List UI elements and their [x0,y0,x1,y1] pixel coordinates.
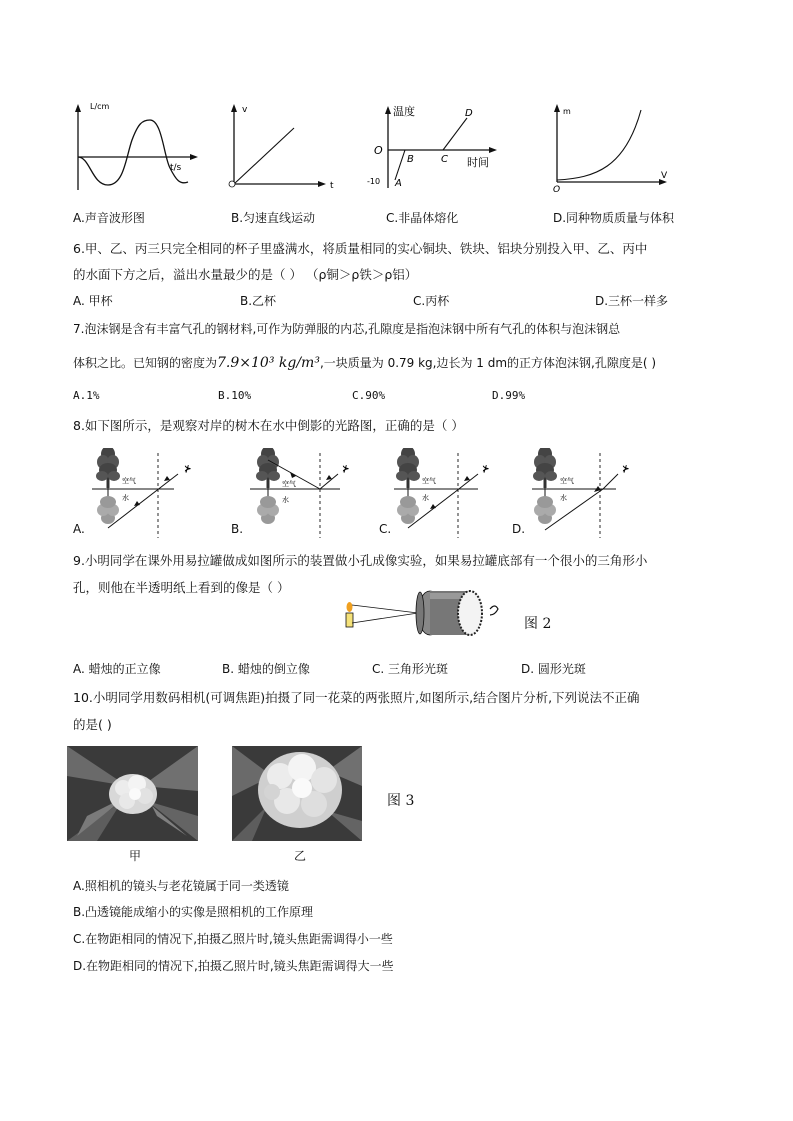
q8-option-c: C. [379,522,392,536]
graph3-xlabel: 时间 [467,156,489,169]
q6-stem-line1: 6.甲、乙、丙三只完全相同的杯子里盛满水，将质量相同的实心铜块、铁块、铝块分别投入甲、乙、丙中 [73,241,648,256]
q5-option-b: B.匀速直线运动 [231,211,316,225]
graph2-xlabel: t [330,181,334,191]
q7-stem-text-a: 体积之比。已知钢的密度为 [73,356,218,370]
q7-stem-line1: 7.泡沫钢是含有丰富气孔的钢材料,可作为防弹服的内芯,孔隙度是指泡沫钢中所有气孔的体积与泡沫钢总 [73,322,621,336]
figure-2-label: 图 2 [524,616,552,632]
q9-option-c: C. 三角形光斑 [372,662,449,676]
graph1-xlabel: t/s [170,163,182,173]
diagram-c-water-label: 水 [422,494,429,502]
q9-option-b: B. 蜡烛的倒立像 [222,662,310,676]
q7-option-a: A.1% [73,389,100,402]
diagram-c-air-label: 空气 [422,477,436,485]
graph2-ylabel: v [242,105,248,115]
q7-stem-text-b: ,一块质量为 0.79 kg,边长为 1 dm的正方体泡沫钢,孔隙度是( ) [319,356,657,370]
q7-density: 7.9×10³ kg/m³ [217,355,320,371]
graph3-minus10: -10 [367,177,381,186]
cauliflower-photo-yi [232,746,362,841]
q6-option-c: C.丙杯 [413,294,450,308]
uniform-motion-graph [222,100,342,195]
q9-option-d: D. 圆形光斑 [521,662,586,676]
svg-text:⊁: ⊁ [622,465,630,475]
diagram-b-air-label: 空气 [282,480,296,488]
photo-caption-yi: 乙 [294,849,307,863]
q7-option-b: B.10% [218,389,252,402]
q8-option-b: B. [231,522,244,536]
sound-waveform-graph [70,100,200,195]
q6-option-a: A. 甲杯 [73,294,113,308]
mass-volume-graph [545,100,675,195]
diagram-a-air-label: 空气 [122,477,136,485]
graph4-origin: O [553,185,561,195]
graph3-point-c: C [441,154,448,165]
graph4-ylabel: m [563,107,571,116]
q10-option-a: A.照相机的镜头与老花镜属于同一类透镜 [73,879,289,893]
graph3-point-d: D [465,108,473,119]
photo-caption-jia: 甲 [129,849,142,863]
q6-option-d: D.三杯一样多 [595,294,669,308]
q7-option-d: D.99% [492,389,526,402]
q5-option-d: D.同种物质质量与体积 [553,211,675,225]
q8-option-d: D. [512,522,526,536]
cauliflower-photo-jia [67,746,198,841]
q9-option-a: A. 蜡烛的正立像 [73,662,161,676]
q8-light-path-diagrams [70,448,750,538]
diagram-d-water-label: 水 [560,494,567,502]
graph3-origin: O [374,144,383,157]
graph4-xlabel: V [661,171,668,181]
q7-stem-line2 [73,354,656,371]
q8-stem: 8.如下图所示，是观察对岸的树木在水中倒影的光路图，正确的是（ ） [73,418,464,433]
q7-option-c: C.90% [352,389,386,402]
q10-option-b: B.凸透镜能成缩小的实像是照相机的工作原理 [73,905,314,919]
diagram-b-water-label: 水 [282,496,289,504]
q8-option-a: A. [73,522,85,536]
graph3-point-b: B [407,154,414,165]
graph1-ylabel: L/cm [90,102,110,111]
amorphous-melting-graph [365,100,505,195]
pinhole-camera-diagram [340,585,520,645]
q5-option-a: A.声音波形图 [73,211,145,225]
q10-stem-line2: 的是( ) [73,717,112,732]
q6-option-b: B.乙杯 [240,294,277,308]
svg-text:⊁: ⊁ [342,465,350,475]
svg-text:⊁: ⊁ [184,465,192,475]
q9-stem-line1: 9.小明同学在课外用易拉罐做成如图所示的装置做小孔成像实验，如果易拉罐底部有一个很小的三角形小 [73,553,648,568]
q9-stem-line2: 孔，则他在半透明纸上看到的像是（ ） [73,580,290,595]
figure-3-label: 图 3 [387,793,415,809]
q10-option-c: C.在物距相同的情况下,拍摄乙照片时,镜头焦距需调得小一些 [73,932,393,946]
q5-option-c: C.非晶体熔化 [386,211,459,225]
q6-stem-line2: 的水面下方之后，溢出水量最少的是（ ） （ρ铜＞ρ铁＞ρ铝） [73,267,418,282]
diagram-a-water-label: 水 [122,494,129,502]
q10-stem-line1: 10.小明同学用数码相机(可调焦距)拍摄了同一花菜的两张照片,如图所示,结合图片分析,下列说法不正确 [73,690,640,705]
svg-text:⊁: ⊁ [482,465,490,475]
graph3-ylabel: 温度 [393,105,415,118]
graph3-point-a: A [395,178,402,189]
diagram-d-air-label: 空气 [560,477,574,485]
q10-option-d: D.在物距相同的情况下,拍摄乙照片时,镜头焦距需调得大一些 [73,959,394,973]
